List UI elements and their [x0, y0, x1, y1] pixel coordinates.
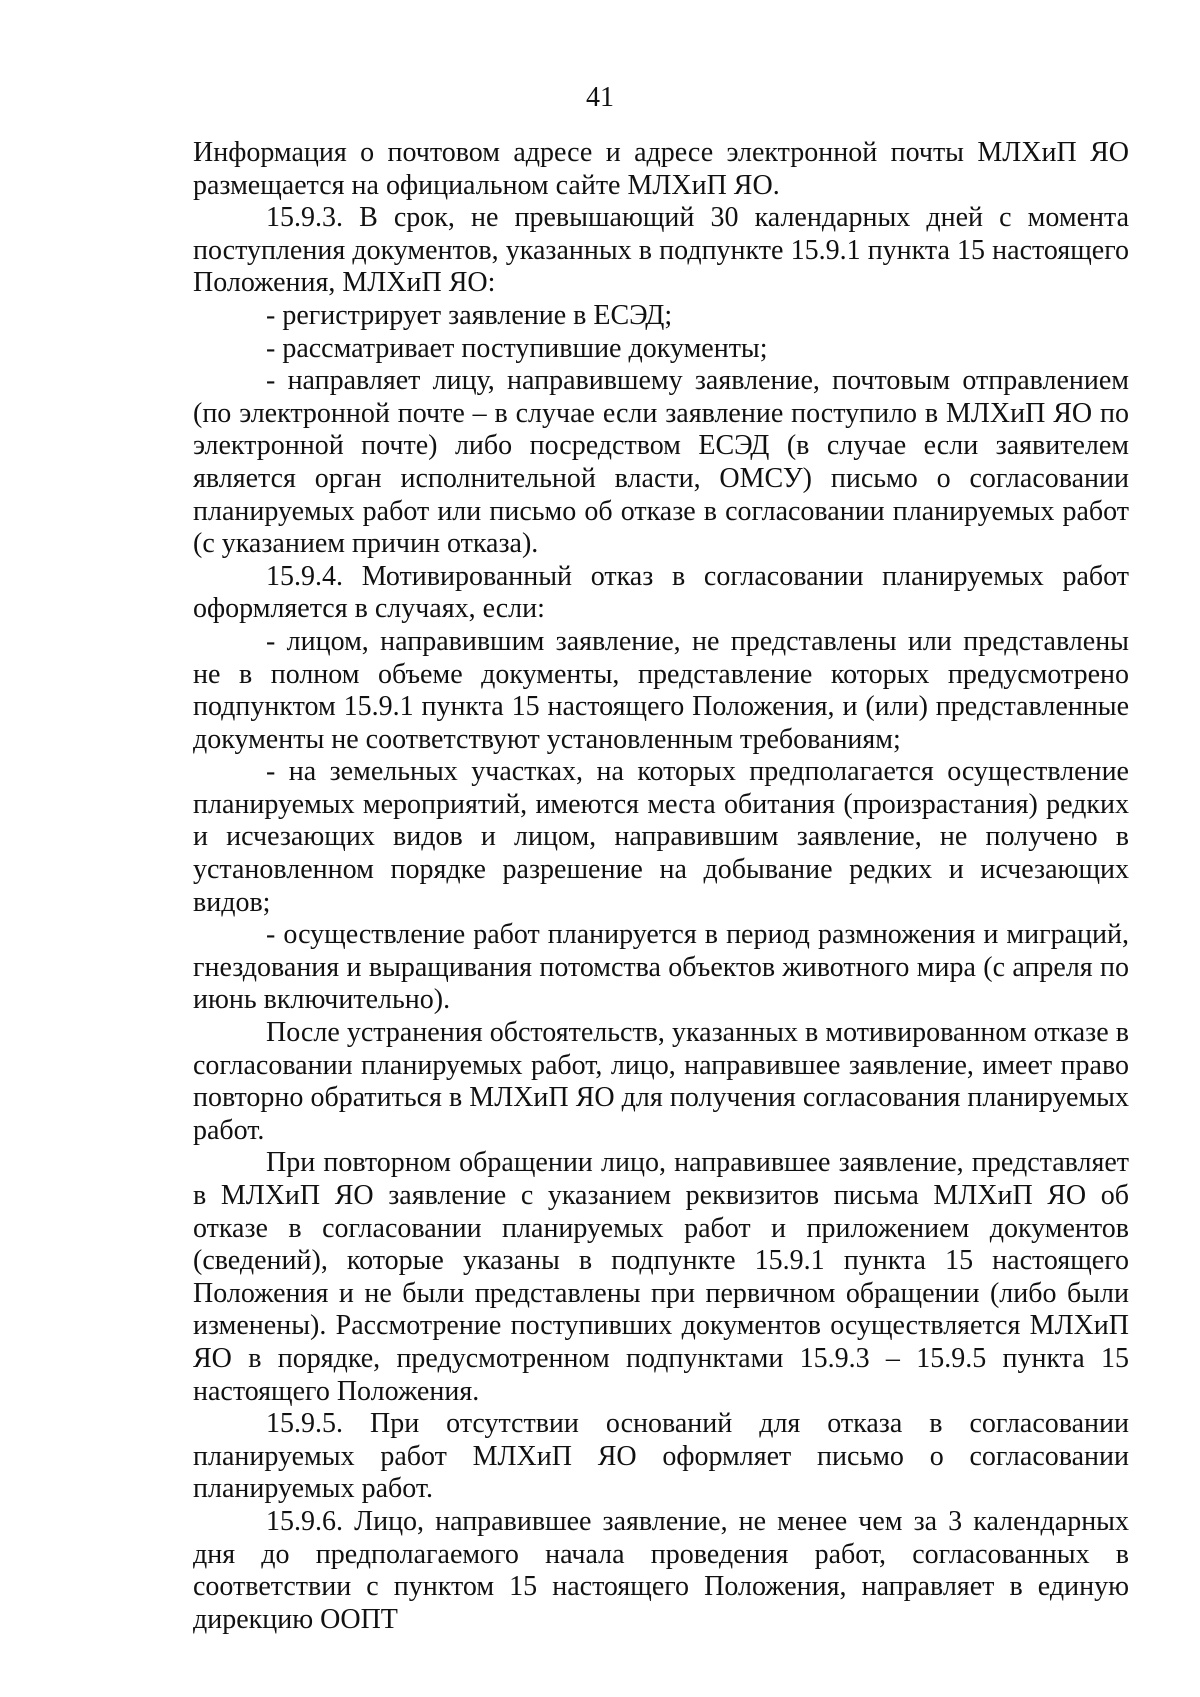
paragraph: После устранения обстоятельств, указанных в мотивированном отказе в согласовании планируемых работ, лицо, направившее заявление, имеет право повторно обратиться в МЛХиП ЯО для получения согласования планируемых работ.	[193, 1017, 1129, 1146]
list-item: - направляет лицу, направившему заявление, почтовым отправлением (по электронной почте – в случае если заявление поступило в МЛХиП ЯО по электронной почте) либо посредством ЕСЭД (в случае если заявителем является орган исполнительной власти, ОМСУ) письмо о согласовании планируемых работ или письмо об отказе в согласовании планируемых работ (с указанием причин отказа).	[193, 365, 1129, 560]
list-item: - регистрирует заявление в ЕСЭД;	[266, 299, 673, 331]
list-item: - лицом, направившим заявление, не представлены или представлены не в полном объеме документы, представление которых предусмотрено подпунктом 15.9.1 пункта 15 настоящего Положения, и (или) представленные документы не соответствуют установленным требованиям;	[193, 625, 1129, 755]
page-number: 41	[586, 82, 614, 113]
paragraph: Информация о почтовом адресе и адресе электронной почты МЛХиП ЯО размещается на официальном сайте МЛХиП ЯО.	[193, 137, 1129, 201]
paragraph: При повторном обращении лицо, направившее заявление, представляет в МЛХиП ЯО заявление с указанием реквизитов письма МЛХиП ЯО об отказе в согласовании планируемых работ и приложением документов (сведений), которые указаны в подпункте 15.9.1 пункта 15 настоящего Положения и не были представлены при первичном обращении (либо были изменены). Рассмотрение поступивших документов осуществляется МЛХиП ЯО в порядке, предусмотренном подпунктами 15.9.3 – 15.9.5 пункта 15 настоящего Положения.	[193, 1147, 1129, 1407]
list-item: - осуществление работ планируется в период размножения и миграций, гнездования и выращивания потомства объектов животного мира (с апреля по июнь включительно).	[193, 919, 1129, 1016]
paragraph-15-9-3: 15.9.3. В срок, не превышающий 30 календарных дней с момента поступления документов, указанных в подпункте 15.9.1 пункта 15 настоящего Положения, МЛХиП ЯО:	[193, 202, 1129, 299]
paragraph-15-9-5: 15.9.5. При отсутствии оснований для отказа в согласовании планируемых работ МЛХиП ЯО оформляет письмо о согласовании планируемых работ.	[193, 1408, 1129, 1505]
paragraph-15-9-6: 15.9.6. Лицо, направившее заявление, не менее чем за 3 календарных дня до предполагаемого начала проведения работ, согласованных в соответствии с пунктом 15 настоящего Положения, направляет в единую дирекцию ООПТ	[193, 1505, 1129, 1635]
document-body	[193, 137, 1129, 1636]
list-item: - на земельных участках, на которых предполагается осуществление планируемых мероприятий, имеются места обитания (произрастания) редких и исчезающих видов и лицом, направившим заявление, не получено в установленном порядке разрешение на добывание редких и исчезающих видов;	[193, 756, 1129, 918]
paragraph-15-9-4: 15.9.4. Мотивированный отказ в согласовании планируемых работ оформляется в случаях, если:	[193, 560, 1129, 625]
list-item: - рассматривает поступившие документы;	[266, 332, 768, 364]
